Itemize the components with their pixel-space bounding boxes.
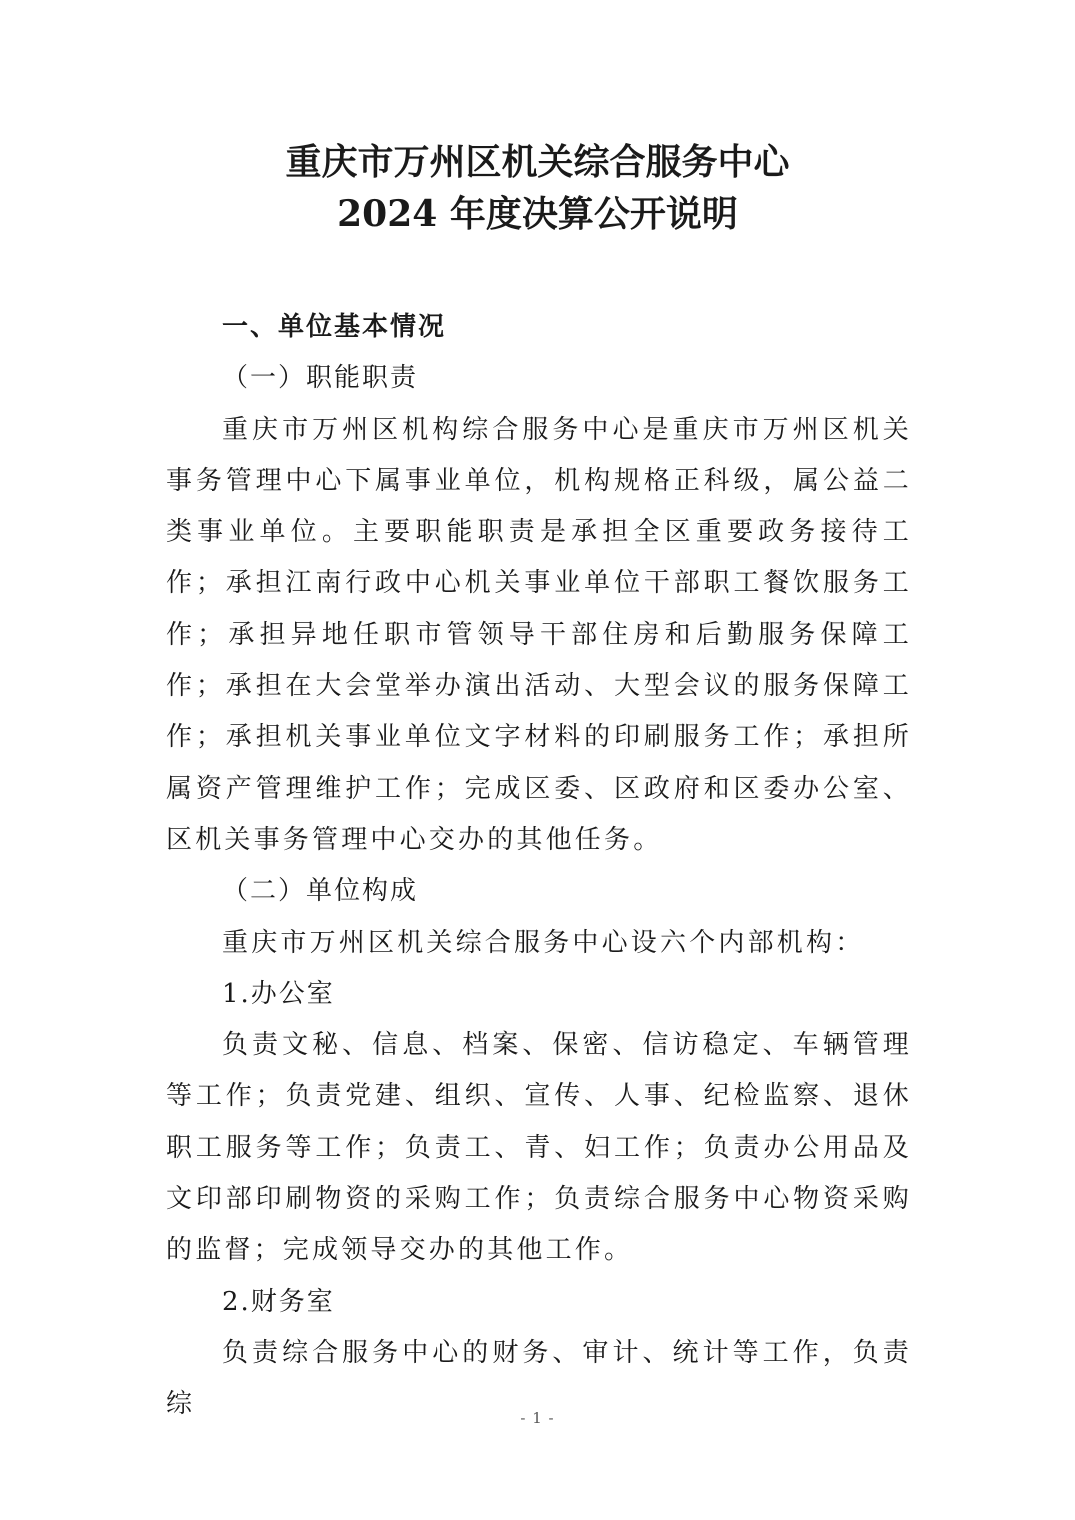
composition-intro: 重庆市万州区机关综合服务中心设六个内部机构： (222, 927, 865, 958)
document-title-line2: 2024 年度决算公开说明 (337, 193, 738, 235)
duties-paragraph: 重庆市万州区机构综合服务中心是重庆市万州区机关事务管理中心下属事业单位，机构规格正科级，属公益二类事业单位。主要职能职责是承担全区重要政务接待工作；承担江南行政中心机关事业单位干部职工餐饮服务工作；承担异地任职市管领导干部住房和后勤服务保障工作；承担在大会堂举办演出活动、大型会议的服务保障工作；承担机关事业单位文字材料的印刷服务工作；承担所属资产管理维护工作；完成区委、区政府和区委办公室、区机关事务管理中心交办的其他任务。 (166, 414, 912, 855)
subsection-heading-composition: （二）单位构成 (222, 876, 419, 907)
subsection-heading-duties: （一）职能职责 (222, 363, 419, 394)
dept-finance-paragraph: 负责综合服务中心的财务、审计、统计等工作，负责综 (166, 1337, 912, 1420)
document-body (166, 302, 912, 1431)
section-heading-basic-info: 一、单位基本情况 (222, 312, 447, 342)
page-number: - 1 - (520, 1409, 555, 1427)
dept-office-paragraph: 负责文秘、信息、档案、保密、信访稳定、车辆管理等工作；负责党建、组织、宣传、人事、纪检监察、退休职工服务等工作；负责工、青、妇工作；负责办公用品及文印部印刷物资的采购工作；负责综合服务中心物资采购的监督；完成领导交办的其他工作。 (166, 1030, 912, 1266)
dept-finance-title: 2.财务室 (222, 1286, 335, 1317)
dept-office-title: 1.办公室 (222, 978, 335, 1009)
document-title-line1: 重庆市万州区机关综合服务中心 (285, 141, 790, 183)
